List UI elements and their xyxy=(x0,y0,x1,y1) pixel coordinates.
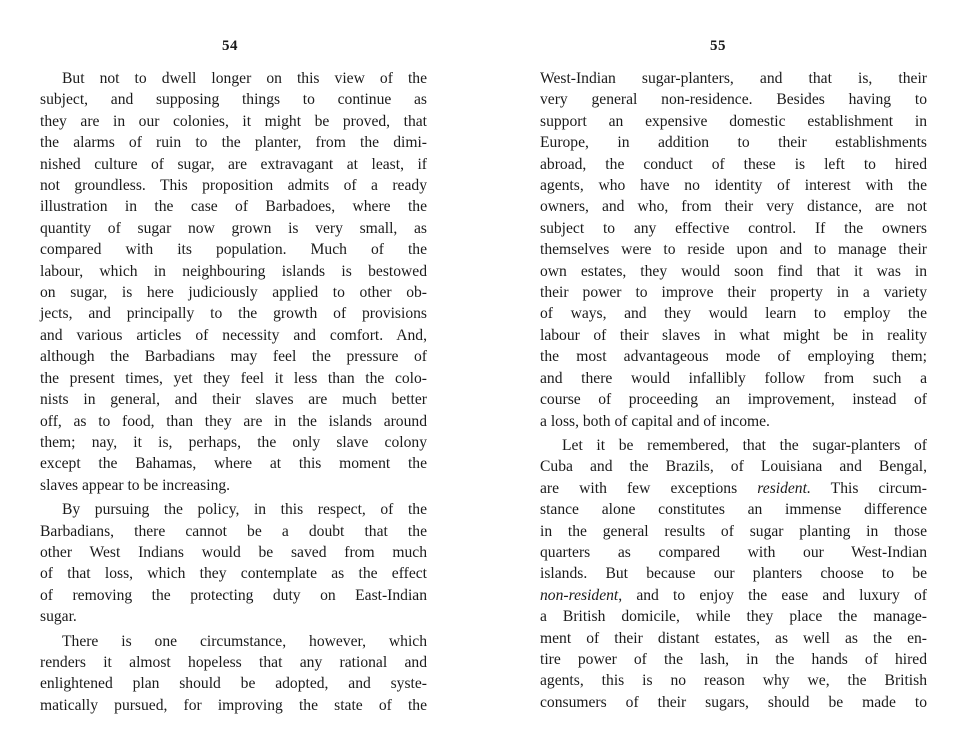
text-line: not groundless. This proposition admits of a ready xyxy=(40,177,427,195)
text-line: in the general results of sugar planting in those xyxy=(540,522,927,540)
paragraph xyxy=(540,68,927,432)
right-page xyxy=(490,0,980,752)
text-line: islands. But because our planters choose to be xyxy=(540,565,927,583)
text-line: non-resident, and to enjoy the ease and luxury of xyxy=(540,586,927,604)
text-line: and there would infallibly follow from such a xyxy=(540,369,927,387)
text-line: Europe, in addition to their establishments xyxy=(540,134,927,152)
text-line: course of proceeding an improvement, instead of xyxy=(540,391,927,409)
text-line: are with few exceptions resident. This circum- xyxy=(540,479,927,497)
paragraph xyxy=(40,68,427,496)
paragraph xyxy=(540,435,927,713)
text-line: nished culture of sugar, are extravagant at least, if xyxy=(40,155,427,173)
text-line: the most advantageous mode of employing them; xyxy=(540,348,927,366)
text-line: enlightened plan should be adopted, and syste- xyxy=(40,675,427,693)
text-line: nists in general, and their slaves are much better xyxy=(40,391,427,409)
text-line: owners, and who, from their very distance, are not xyxy=(540,198,927,216)
text-line: subject, and supposing things to continue as xyxy=(40,91,427,109)
text-line: very general non-residence. Besides having to xyxy=(540,91,927,109)
text-line: slaves appear to be increasing. xyxy=(40,476,231,494)
text-line: Barbadians, there cannot be a doubt that the xyxy=(40,522,427,540)
text-line: a British domicile, while they place the manage- xyxy=(540,608,927,626)
text-line: subject to any effective control. If the owners xyxy=(540,219,927,237)
text-line: quarters as compared with our West-Indian xyxy=(540,543,927,561)
text-line: they are in our colonies, it might be proved, that xyxy=(40,112,427,130)
text-line: sugar. xyxy=(40,608,77,626)
text-line: By pursuing the policy, in this respect, of the xyxy=(62,501,427,519)
text-line: a loss, both of capital and of income. xyxy=(540,412,770,430)
text-line: although the Barbadians may feel the pressure of xyxy=(40,348,427,366)
paragraph xyxy=(40,631,427,717)
text-line: jects, and principally to the growth of provisions xyxy=(40,305,427,323)
text-line: support an expensive domestic establishment in xyxy=(540,112,927,130)
text-line: own estates, they would soon find that it was in xyxy=(540,262,927,280)
text-line: and various articles of necessity and comfort. And, xyxy=(40,326,427,344)
text-line: Cuba and the Brazils, of Louisiana and Bengal, xyxy=(540,458,927,476)
text-line: labour, which in neighbouring islands is bestowed xyxy=(40,262,427,280)
text-line: ment of their distant estates, as well as the en- xyxy=(540,629,927,647)
text-line: West-Indian sugar-planters, and that is, their xyxy=(540,70,927,87)
text-line: matically pursued, for improving the state of the xyxy=(40,696,427,714)
text-line: themselves were to reside upon and to manage their xyxy=(540,241,927,259)
text-line: stance alone constitutes an immense difference xyxy=(540,501,927,519)
text-line: labour of their slaves in what might be in reality xyxy=(540,326,927,344)
text-line: abroad, the conduct of these is left to hired xyxy=(540,155,927,173)
text-line: agents, who have no identity of interest with the xyxy=(540,177,927,195)
text-line: of that loss, which they contemplate as the effect xyxy=(40,565,427,583)
text-line: of removing the protecting duty on East-Indian xyxy=(40,586,427,604)
text-line: Let it be remembered, that the sugar-planters of xyxy=(562,436,927,454)
text-line: off, as to food, than they are in the islands around xyxy=(40,412,427,430)
paragraph xyxy=(40,499,427,627)
text-line: them; nay, it is, perhaps, the only slave colony xyxy=(40,433,427,451)
text-line: except the Bahamas, where at this moment the xyxy=(40,455,427,473)
text-line: quantity of sugar now grown is very small, as xyxy=(40,219,427,237)
text-line: renders it almost hopeless that any rational and xyxy=(40,653,427,671)
text-line: their power to improve their property in a variety xyxy=(540,284,927,302)
page-text xyxy=(40,68,427,716)
page-text xyxy=(540,68,927,713)
text-line: on sugar, is here judiciously applied to other ob- xyxy=(40,284,427,302)
text-line: illustration in the case of Barbadoes, where the xyxy=(40,198,427,216)
text-line: other West Indians would be saved from much xyxy=(40,543,427,561)
text-line: the present times, yet they feel it less than the colo- xyxy=(40,369,427,387)
text-line: But not to dwell longer on this view of the xyxy=(62,70,427,87)
page-number: 54 xyxy=(222,38,238,54)
page-number: 55 xyxy=(710,38,726,54)
text-line: There is one circumstance, however, which xyxy=(62,632,427,650)
text-line: compared with its population. Much of the xyxy=(40,241,427,259)
text-line: consumers of their sugars, should be made to xyxy=(540,693,927,711)
text-line: the alarms of ruin to the planter, from the dimi- xyxy=(40,134,427,152)
text-line: tire power of the lash, in the hands of hired xyxy=(540,650,927,668)
text-line: agents, this is no reason why we, the British xyxy=(540,672,927,690)
text-line: of ways, and they would learn to employ the xyxy=(540,305,927,323)
